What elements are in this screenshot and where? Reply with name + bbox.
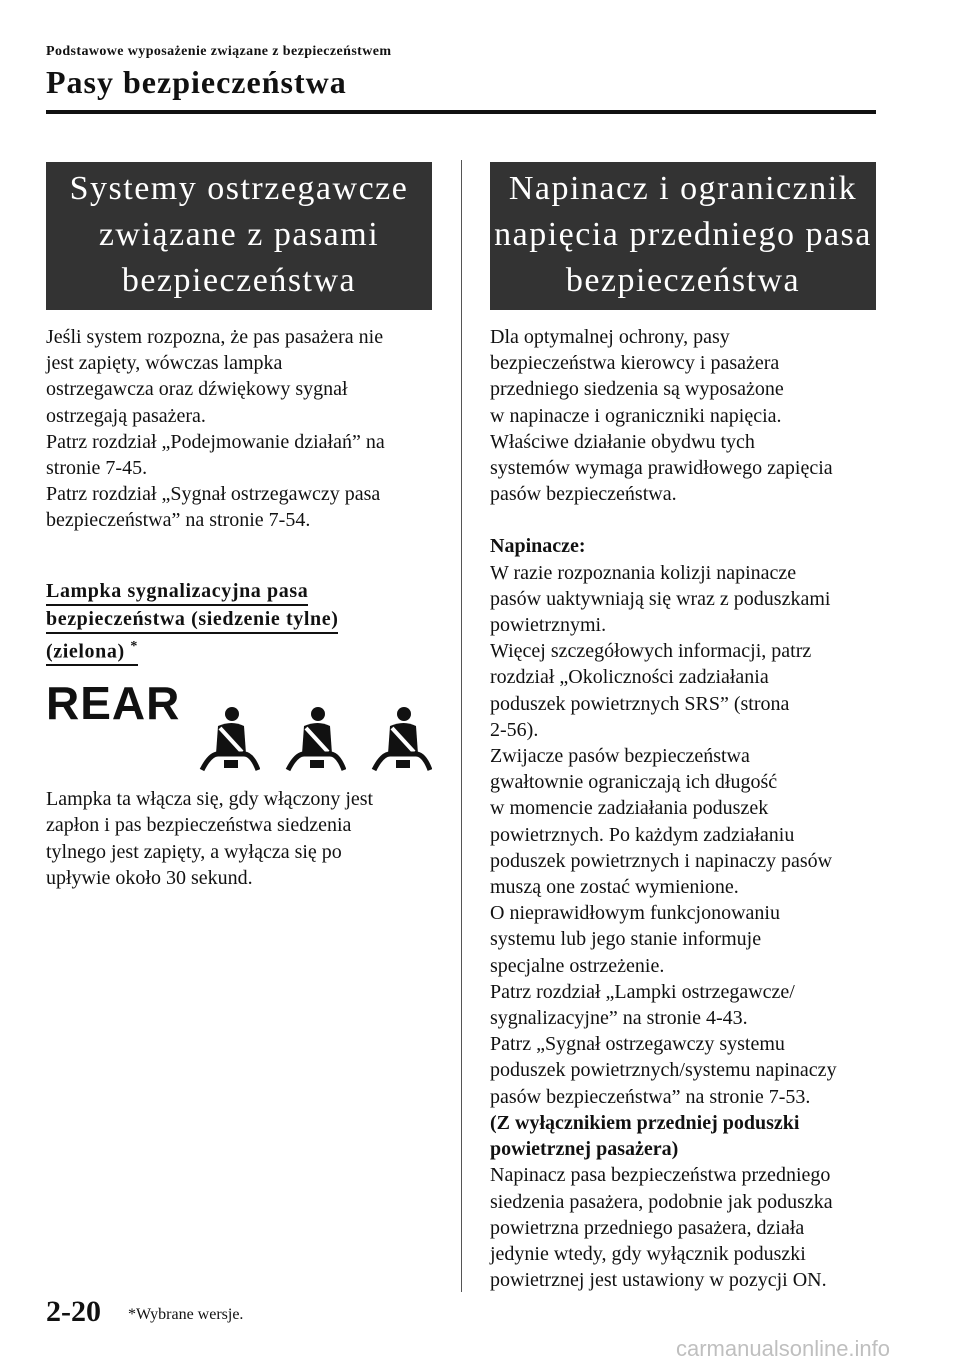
text-line: pasów uaktywniają się wraz z poduszkami xyxy=(490,587,831,610)
right-banner xyxy=(490,162,876,310)
text-line: pasów bezpieczeństwa. xyxy=(490,483,677,506)
left-banner xyxy=(46,162,432,310)
right-column xyxy=(490,162,876,1293)
text-line: powietrzna przedniego pasażera, działa xyxy=(490,1216,805,1239)
title-rule xyxy=(46,110,876,114)
text-line: Lampka ta włącza się, gdy włączony jest xyxy=(46,788,374,811)
text-line: pasów bezpieczeństwa” na stronie 7-53. xyxy=(490,1085,811,1108)
optional-mark: * xyxy=(130,638,138,654)
text-line: poduszek powietrznych/systemu napinaczy xyxy=(490,1059,837,1082)
text-line: przedniego siedzenia są wyposażone xyxy=(490,378,784,401)
watermark: carmanualsonline.info xyxy=(676,1336,891,1361)
text-line: jest zapięty, wówczas lampka xyxy=(46,352,283,375)
text-line: tylnego jest zapięty, a wyłącza się po xyxy=(46,840,342,863)
switch-heading: powietrznej pasażera) xyxy=(490,1138,679,1161)
text-line: ostrzegają pasażera. xyxy=(46,404,206,427)
subhead-line: bezpieczeństwa (siedzenie tylne) xyxy=(46,606,338,634)
text-line: ostrzegawcza oraz dźwiękowy sygnał xyxy=(46,378,348,401)
left-column xyxy=(46,162,432,891)
text-line: poduszek powietrznych i napinaczy pasów xyxy=(490,849,833,872)
rear-seatbelt-indicator xyxy=(46,677,432,776)
text-line: powietrznymi. xyxy=(490,614,607,637)
text-line: powietrznej jest ustawiony w pozycji ON. xyxy=(490,1269,827,1292)
seatbelt-icon xyxy=(196,706,260,774)
text-line: w momencie zadziałania poduszek xyxy=(490,797,769,820)
column-divider xyxy=(461,160,462,1292)
text-line: bezpieczeństwa kierowcy i pasażera xyxy=(490,352,780,375)
text-line: siedzenia pasażera, podobnie jak poduszka xyxy=(490,1190,833,1213)
banner-line: związane z pasami xyxy=(98,216,380,253)
right-body xyxy=(490,324,876,1293)
text-line: Patrz „Sygnał ostrzegawczy systemu xyxy=(490,1033,785,1056)
subhead-line: Lampka sygnalizacyjna pasa xyxy=(46,578,308,606)
napinacze-heading: Napinacze: xyxy=(490,535,586,558)
text-line: W razie rozpoznania kolizji napinacze xyxy=(490,561,797,584)
text-line: powietrznych. Po każdym zadziałaniu xyxy=(490,823,795,846)
text-line: specjalne ostrzeżenie. xyxy=(490,954,665,977)
text-line: O nieprawidłowym funkcjonowaniu xyxy=(490,902,780,925)
subhead-line xyxy=(46,634,138,667)
left-body xyxy=(46,324,432,891)
text-line: Właściwe działanie obydwu tych xyxy=(490,430,755,453)
text-line: jedynie wtedy, gdy wyłącznik poduszki xyxy=(490,1242,806,1265)
text-line: Dla optymalnej ochrony, pasy xyxy=(490,326,730,348)
seatbelt-icon xyxy=(282,706,346,774)
text-line: stronie 7-45. xyxy=(46,457,148,480)
section-label: Podstawowe wyposażenie związane z bezpieczeństwem xyxy=(46,44,392,59)
text-line: Zwijacze pasów bezpieczeństwa xyxy=(490,745,750,768)
text-line: zapłon i pas bezpieczeństwa siedzenia xyxy=(46,814,352,837)
text-line: bezpieczeństwa” na stronie 7-54. xyxy=(46,509,311,532)
text-line: Napinacz pasa bezpieczeństwa przedniego xyxy=(490,1164,831,1187)
banner-line: bezpieczeństwa xyxy=(565,262,801,299)
text-line: poduszek powietrznych SRS” (strona xyxy=(490,692,790,715)
text-line: rozdział „Okoliczności zadziałania xyxy=(490,666,769,689)
banner-line: bezpieczeństwa xyxy=(121,262,357,299)
subhead-line-text: (zielona) xyxy=(46,640,125,663)
text-line: upływie około 30 sekund. xyxy=(46,866,253,889)
text-line: systemu lub jego stanie informuje xyxy=(490,928,762,951)
text-line: w napinacze i ograniczniki napięcia. xyxy=(490,404,782,427)
text-line: Więcej szczegółowych informacji, patrz xyxy=(490,640,812,663)
page-number: 2-20 xyxy=(46,1295,101,1328)
text-line: muszą one zostać wymienione. xyxy=(490,876,739,899)
banner-line: Napinacz i ogranicznik xyxy=(508,170,858,207)
text-line: gwałtownie ograniczają ich długość xyxy=(490,771,778,794)
banner-line: napięcia przedniego pasa xyxy=(494,216,872,253)
seatbelt-icon xyxy=(368,706,432,774)
banner-line: Systemy ostrzegawcze xyxy=(69,170,409,207)
text-line: sygnalizacyjne” na stronie 4-43. xyxy=(490,1007,748,1030)
text-line: Patrz rozdział „Lampki ostrzegawcze/ xyxy=(490,980,795,1003)
footnote: *Wybrane wersje. xyxy=(128,1306,244,1323)
rear-label: REAR xyxy=(46,677,181,730)
text-line: Patrz rozdział „Podejmowanie działań” na xyxy=(46,430,385,453)
text-line: Patrz rozdział „Sygnał ostrzegawczy pasa xyxy=(46,483,381,506)
text-line: Jeśli system rozpozna, że pas pasażera nie xyxy=(46,326,384,348)
switch-heading: (Z wyłącznikiem przedniej poduszki xyxy=(490,1111,800,1134)
text-line: systemów wymaga prawidłowego zapięcia xyxy=(490,457,833,480)
page-title: Pasy bezpieczeństwa xyxy=(46,64,347,100)
text-line: 2-56). xyxy=(490,718,539,741)
